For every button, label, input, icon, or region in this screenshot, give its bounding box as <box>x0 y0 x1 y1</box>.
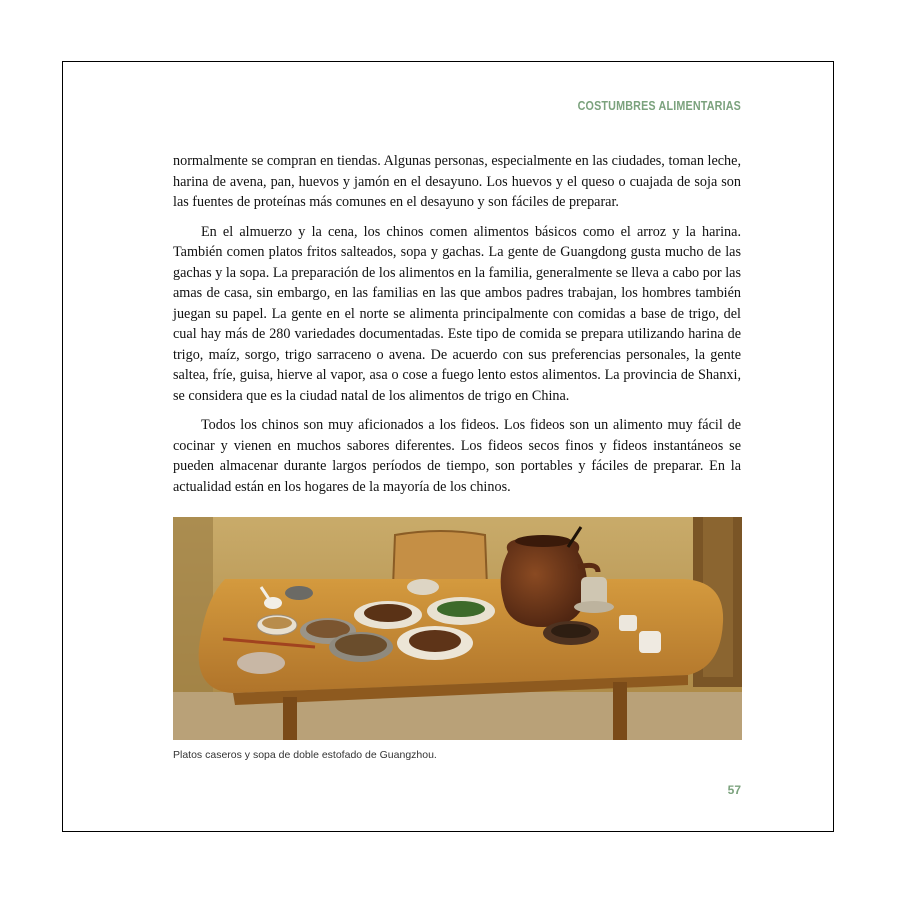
paragraph-1: normalmente se compran en tiendas. Algunas personas, especialmente en las ciudades, toman leche, harina de avena, pan, huevos y jamón en el desayuno. Los huevos y el queso o cuajada de soja son las fuentes de proteínas más comunes en el desayuno y son fáciles de preparar. <box>173 153 741 210</box>
section-header: COSTUMBRES ALIMENTARIAS <box>577 99 741 113</box>
dining-table-illustration <box>173 517 742 740</box>
book-page <box>62 61 834 832</box>
paragraph-3: Todos los chinos son muy aficionados a los fideos. Los fideos son un alimento muy fácil de cocinar y vienen en muchos sabores diferentes. Los fideos secos finos y fideos instantáneos se pueden almacenar durante largos períodos de tiempo, son portables y fáciles de preparar. En la actualidad están en los hogares de la mayoría de los chinos. <box>173 417 741 495</box>
page-number: 57 <box>727 783 741 797</box>
body-text <box>173 151 741 506</box>
photo-caption: Platos caseros y sopa de doble estofado de Guangzhou. <box>173 749 437 761</box>
paragraph-2: En el almuerzo y la cena, los chinos comen alimentos básicos como el arroz y la harina. También comen platos fritos salteados, sopa y gachas. La gente de Guangdong gusta mucho de las gachas y la sopa. La preparación de los alimentos en la familia, generalmente se lleva a cabo por las amas de casa, sin embargo, en las familias en las que ambos padres trabajan, los hombres también juegan su papel. La gente en el norte se alimenta principalmente con comidas a base de trigo, del cual hay más de 280 variedades documentadas. Este tipo de comida se prepara utilizando harina de trigo, maíz, sorgo, trigo sarraceno o avena. De acuerdo con sus preferencias personales, la gente saltea, fríe, guisa, hierve al vapor, asa o cose a fuego lento estos alimentos. La provincia de Shanxi, se considera que es la ciudad natal de los alimentos de trigo en China. <box>173 223 741 404</box>
food-photo <box>173 517 742 740</box>
